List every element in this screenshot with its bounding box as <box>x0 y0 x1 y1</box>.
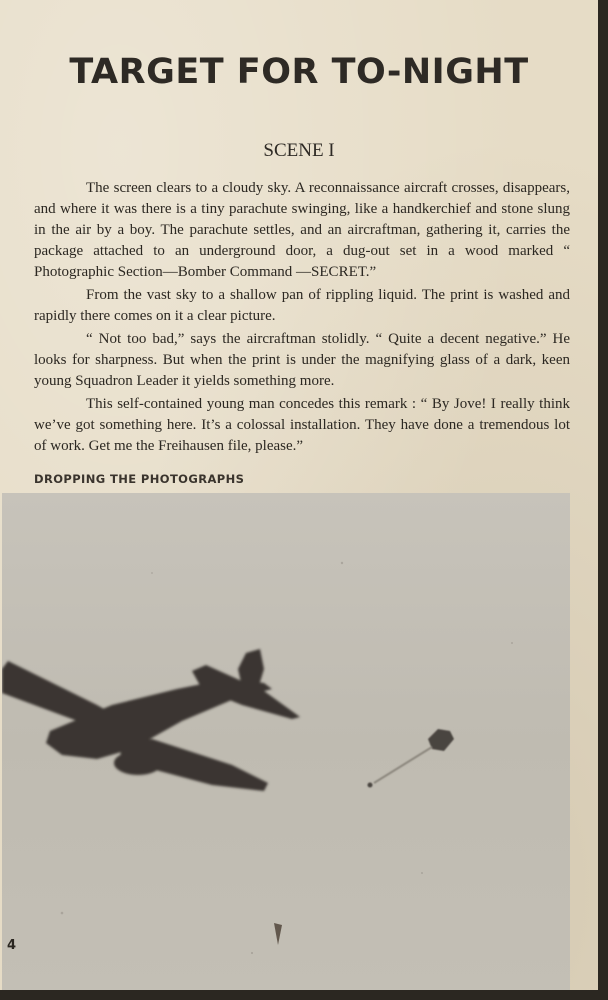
book-edge <box>0 990 608 1000</box>
paragraph: This self-contained young man concedes this remark : “ By Jove! I really think we’ve got something here. It’s a colossal installation. They have done a tremendous lot of work. Get me the Freihausen file, please.” <box>34 396 570 454</box>
photo-caption: DROPPING THE PHOTOGRAPHS <box>34 472 245 486</box>
paragraph: The screen clears to a cloudy sky. A reconnaissance aircraft crosses, disappears, and where it was there is a tiny parachute swinging, like a handkerchief and stone slung in the air by a boy. The parachute settles, and an aircraftman, gathering it, carries the package attached to an underground door, a dug-out set in a wood marked “ Photographic Section—Bomber Command —SECRET.” <box>34 180 570 280</box>
page-title: TARGET FOR TO-NIGHT <box>69 52 529 92</box>
aircraft-photo-image <box>2 493 570 992</box>
paragraph: “ Not too bad,” says the aircraftman stolidly. “ Quite a decent negative.” He looks for sharpness. But when the print is under the magnifying glass of a dark, keen young Squadron Leader it yields something more. <box>34 331 570 389</box>
photograph <box>2 493 570 992</box>
body-text <box>34 178 570 459</box>
parachute-icon <box>368 729 455 788</box>
aircraft-silhouette <box>2 649 300 791</box>
page-number: 4 <box>7 938 17 953</box>
scene-heading: SCENE I <box>263 140 335 161</box>
paragraph: From the vast sky to a shallow pan of rippling liquid. The print is washed and rapidly there comes on it a clear picture. <box>34 287 570 324</box>
